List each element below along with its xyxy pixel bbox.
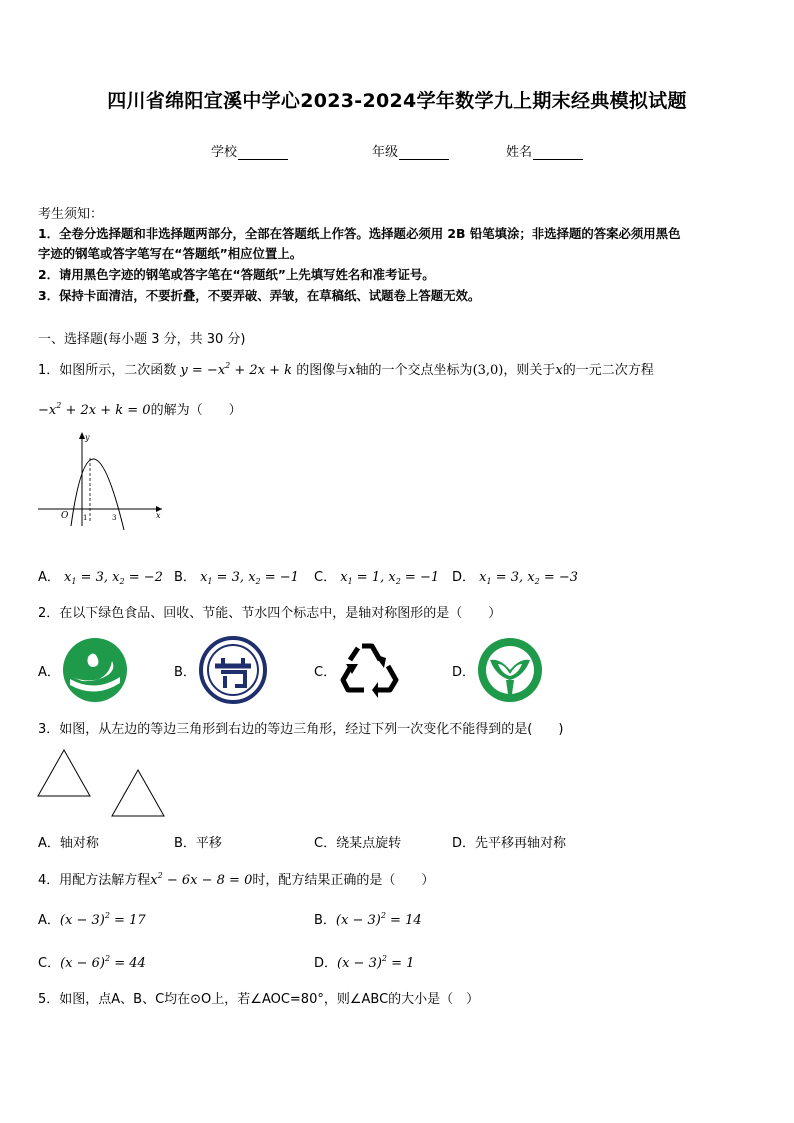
option-label: B．	[174, 836, 196, 851]
notice-line3: 3．保持卡面清洁，不要折叠，不要弄破、弄皱，在草稿纸、试题卷上答题无效。	[38, 288, 481, 303]
option-formula: $(x - 6)^2 = 44$	[60, 954, 146, 971]
q2-option-a-label[interactable]: A．	[38, 665, 60, 680]
q3-option-a[interactable]	[38, 832, 99, 851]
q4-part2: 时，配方结果正确的是（ ）	[252, 873, 435, 888]
green-food-logo-icon	[62, 637, 128, 703]
q3-option-d[interactable]	[452, 832, 566, 851]
grade-label: 年级	[372, 145, 399, 160]
option-label: D．	[314, 956, 338, 971]
page-title: 四川省绵阳宜溪中学心2023-2024学年数学九上期末经典模拟试题	[107, 90, 687, 112]
question-1-stem	[38, 359, 654, 378]
right-triangle	[112, 770, 164, 816]
option-label: A．	[38, 913, 60, 928]
question-1-equation-line	[38, 399, 242, 418]
q1-part4: ，则关于	[503, 363, 556, 378]
q1-option-d[interactable]	[452, 566, 578, 585]
school-label: 学校	[211, 145, 238, 160]
q4-option-c[interactable]	[38, 952, 146, 971]
question-2-stem: 2．在以下绿色食品、回收、节能、节水四个标志中，是轴对称图形的是（ ）	[38, 606, 502, 621]
left-triangle	[38, 750, 90, 796]
notice-line2: 2．请用黑色字迹的钢笔或答字笔在“答题纸”上先填写姓名和准考证号。	[38, 267, 435, 282]
q1-option-c[interactable]	[314, 566, 439, 585]
q3-option-b[interactable]	[174, 832, 222, 851]
option-formula: $x_1 = 3$, $x_2 = -3$	[479, 570, 579, 586]
notice-heading: 考生须知：	[38, 207, 104, 222]
q1-xvar: x	[348, 363, 356, 378]
q4-option-d[interactable]	[314, 952, 414, 971]
q2-option-c-label[interactable]: C．	[314, 665, 337, 680]
name-blank	[533, 146, 583, 160]
option-formula: $x_1 = 3$, $x_2 = -1$	[200, 570, 299, 586]
option-formula: $(x - 3)^2 = 17$	[59, 911, 146, 928]
water-saving-logo-icon	[476, 636, 544, 704]
option-text: 平移	[195, 836, 222, 851]
school-blank	[238, 146, 288, 160]
recycle-logo-icon	[338, 638, 402, 700]
name-label: 姓名	[506, 145, 533, 160]
q2-option-d-label[interactable]: D．	[452, 665, 476, 680]
grade-field	[372, 141, 449, 160]
option-label: A．	[38, 570, 60, 585]
q1-part5: 的一元二次方程	[562, 363, 654, 378]
tick-label-1: 1	[83, 514, 88, 522]
school-field	[211, 141, 288, 160]
question-3-stem: 3．如图，从左边的等边三角形到右边的等边三角形，经过下列一次变化不能得到的是( )	[38, 722, 564, 737]
q4-option-b[interactable]	[314, 909, 422, 928]
option-formula: $x_1 = 3$, $x_2 = -2$	[64, 570, 163, 586]
origin-label: O	[61, 511, 69, 521]
option-label: D．	[452, 836, 476, 851]
option-label: C．	[314, 570, 337, 585]
option-formula: $x_1 = 1$, $x_2 = -1$	[340, 570, 440, 586]
notice-line1b: 字迹的钢笔或答字笔写在“答题纸”相应位置上。	[38, 246, 303, 261]
x-axis-label: x	[156, 511, 161, 520]
question-4-stem	[38, 869, 434, 888]
q2-option-b-label[interactable]: B．	[174, 665, 196, 680]
q1-parabola-graph	[38, 430, 168, 530]
option-formula: $(x - 3)^2 = 1$	[337, 954, 415, 971]
q3-option-c[interactable]	[314, 832, 401, 851]
option-formula: $(x - 3)^2 = 14$	[335, 911, 422, 928]
option-label: B．	[314, 913, 336, 928]
q1-part6: 的解为（ ）	[150, 403, 242, 418]
option-label: D．	[452, 570, 476, 585]
q1-part2: 的图像与	[296, 363, 349, 378]
q3-triangles-figure	[36, 746, 170, 820]
option-label: B．	[174, 570, 196, 585]
notice-line1a: 1．全卷分选择题和非选择题两部分，全部在答题纸上作答。选择题必须用 2B 铅笔填涂；非选择题的答案必须用黑色	[38, 226, 681, 241]
q1-option-a[interactable]	[38, 566, 163, 585]
option-label: C．	[38, 956, 61, 971]
question-5-stem: 5．如图，点A、B、C均在⊙O上，若∠AOC=80°，则∠ABC的大小是（ ）	[38, 992, 480, 1007]
q1-option-b[interactable]	[174, 566, 299, 585]
q1-xvar2: x	[555, 363, 563, 378]
grade-blank	[399, 146, 449, 160]
q1-function: $y = -x^2 + 2x + k$	[180, 361, 293, 378]
q4-equation: $x^2 - 6x - 8 = 0$	[150, 871, 253, 888]
option-label: C．	[314, 836, 337, 851]
name-field	[506, 141, 583, 160]
q4-part1: 4．用配方法解方程	[38, 873, 151, 888]
option-text: 先平移再轴对称	[475, 836, 567, 851]
option-label: A．	[38, 836, 60, 851]
q1-equation: $-x^2 + 2x + k = 0$	[38, 401, 151, 418]
y-axis-label: y	[85, 433, 90, 442]
tick-label-3: 3	[112, 514, 117, 522]
q1-part1: 1．如图所示，二次函数	[38, 363, 177, 378]
option-text: 轴对称	[59, 836, 99, 851]
option-text: 绕某点旋转	[336, 836, 402, 851]
q1-part3: 轴的一个交点坐标为	[355, 363, 473, 378]
energy-saving-logo-icon	[199, 636, 267, 704]
section-heading: 一、选择题(每小题 3 分，共 30 分)	[38, 332, 246, 347]
q4-option-a[interactable]	[38, 909, 146, 928]
q1-point: (3,0)	[472, 363, 504, 378]
